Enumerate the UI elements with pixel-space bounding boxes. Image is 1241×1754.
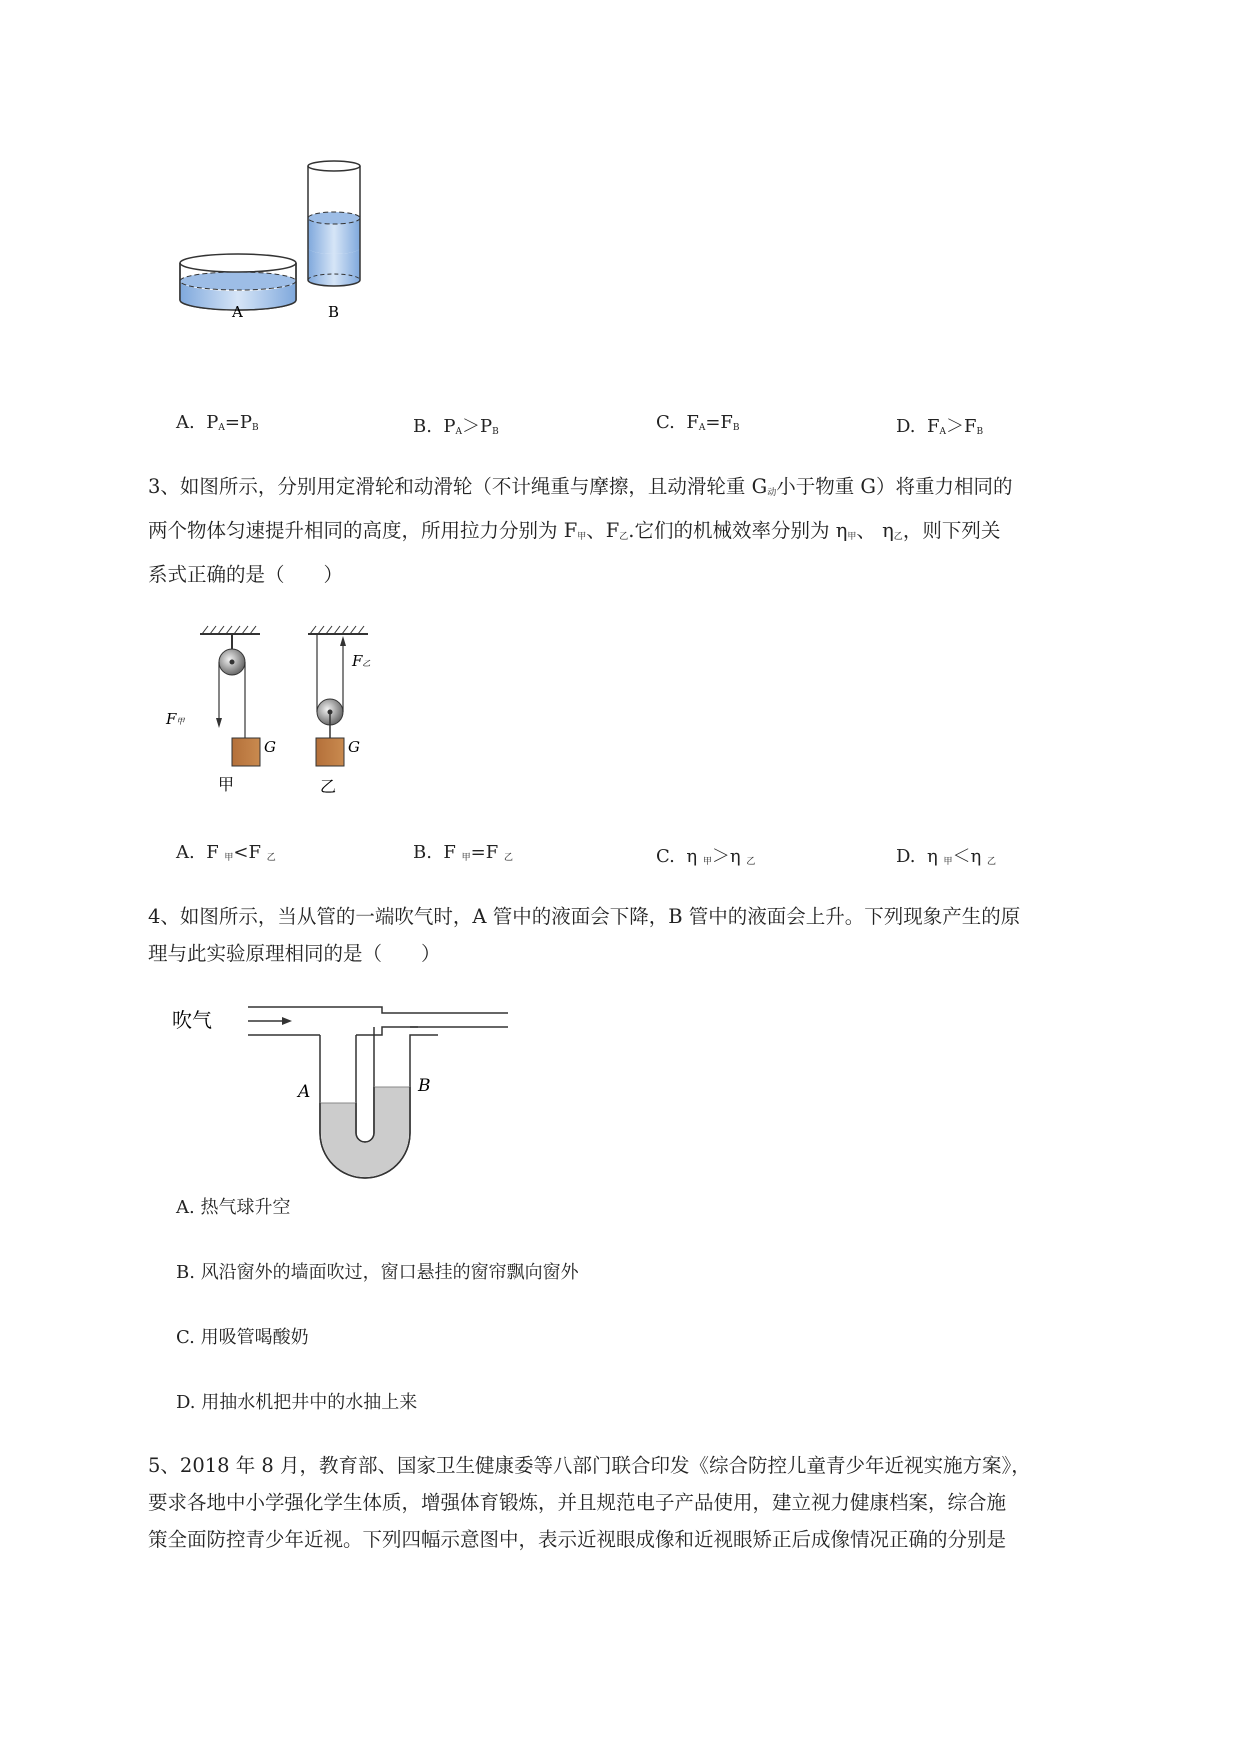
container-a-label: A	[232, 303, 243, 321]
q3-option-a[interactable]: A. F $_甲$<F $_乙$	[176, 842, 276, 863]
q5-line1: 5、2018 年 8 月，教育部、国家卫生健康委等八部门联合印发《综合防控儿童青少年近视实施方案》，	[148, 1454, 1031, 1477]
q5-line2: 要求各地中小学强化学生体质，增强体育锻炼，并且规范电子产品使用，建立视力健康档案，综合施	[148, 1491, 1007, 1514]
container-a	[180, 254, 296, 310]
weight-label-2: G	[348, 738, 360, 756]
caption-jia: 甲	[218, 775, 235, 794]
q3-line1: 3、如图所示，分别用定滑轮和动滑轮（不计绳重与摩擦，且动滑轮重 $G_动$小于物重 G）将重力相同的	[148, 475, 1013, 498]
q4-option-a[interactable]: A. 热气球升空	[176, 1197, 291, 1218]
q3-option-b[interactable]: B. F $_甲$=F $_乙$	[413, 842, 513, 863]
force-yi-label: F乙	[352, 652, 371, 670]
q2-option-b[interactable]: B. $P_A>P_B$	[413, 416, 499, 437]
q4-line1: 4、如图所示，当从管的一端吹气时，A 管中的液面会下降，B 管中的液面会上升。下列现象产生的原	[148, 905, 1021, 928]
q3-line2: 两个物体匀速提升相同的高度，所用拉力分别为 $F_甲$、$F_乙$.它们的机械效率分别为 $\eta_甲$、 $\eta_乙$，则下列关	[148, 519, 1001, 542]
pulley-figure	[166, 620, 460, 800]
q4-line2: 理与此实验原理相同的是（ ）	[148, 942, 441, 965]
question-4	[148, 898, 1158, 972]
q5-line3: 策全面防控青少年近视。下列四幅示意图中，表示近视眼成像和近视眼矫正后成像情况正确的分别是	[148, 1528, 1007, 1551]
tube-b-label: B	[418, 1076, 431, 1096]
blow-label: 吹气	[172, 1008, 212, 1032]
q4-option-c[interactable]: C. 用吸管喝酸奶	[176, 1327, 309, 1348]
container-b-label: B	[328, 303, 340, 321]
container-figure	[170, 160, 430, 360]
caption-yi: 乙	[320, 777, 337, 796]
q3-line3: 系式正确的是（ ）	[148, 563, 344, 586]
q4-option-d[interactable]: D. 用抽水机把井中的水抽上来	[176, 1392, 418, 1413]
force-jia-label: F甲	[166, 710, 185, 728]
q2-option-d[interactable]: D. $F_A>F_B$	[896, 416, 984, 437]
question-3	[148, 468, 1158, 593]
tube-a-label: A	[298, 1082, 311, 1102]
weight-label-1: G	[264, 738, 276, 756]
fixed-pulley	[200, 626, 260, 766]
q3-option-d[interactable]: D. η $_甲$＜η $_乙$	[896, 846, 997, 867]
container-b	[308, 161, 360, 286]
u-tube-figure	[170, 995, 520, 1175]
q2-option-c[interactable]: C. $F_A=F_B$	[656, 412, 740, 433]
question-5	[148, 1447, 1158, 1558]
q3-option-c[interactable]: C. η $_甲$＞η $_乙$	[656, 846, 756, 867]
q4-option-b[interactable]: B. 风沿窗外的墙面吹过，窗口悬挂的窗帘飘向窗外	[176, 1262, 579, 1283]
q2-option-a[interactable]: A. $P_A=P_B$	[176, 412, 259, 433]
